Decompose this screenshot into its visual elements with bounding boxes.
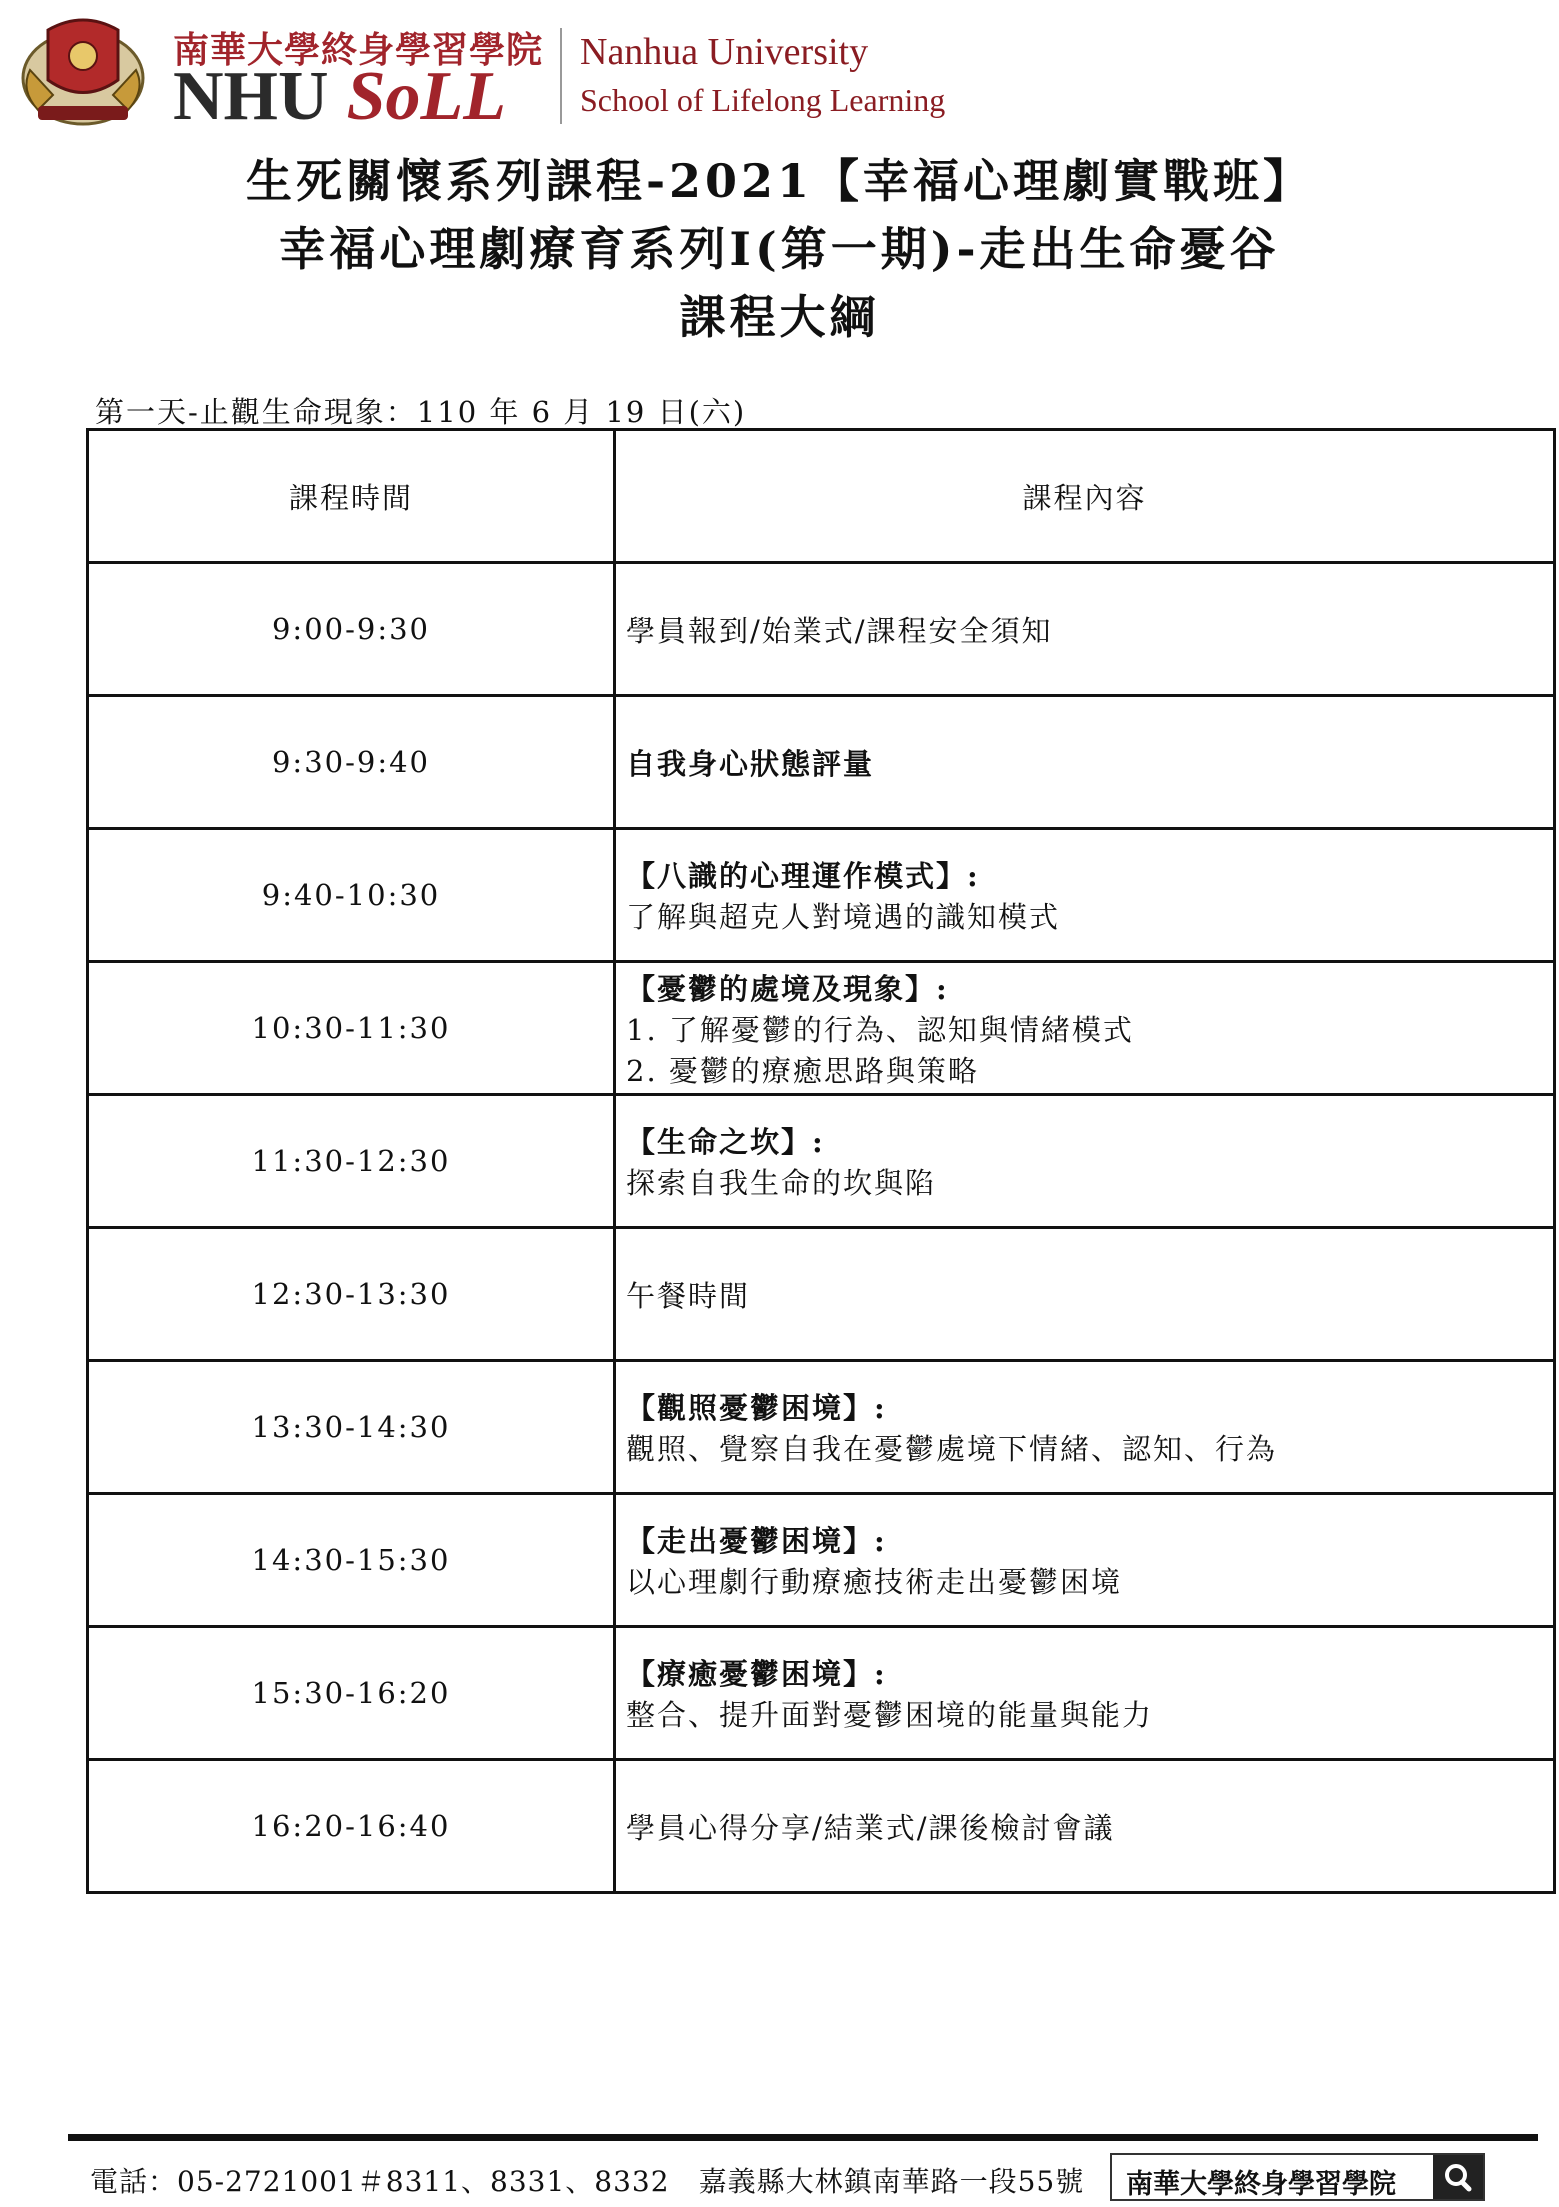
session-topic: 【憂鬱的處境及現象】:	[626, 971, 949, 1006]
session-topic: 【療癒憂鬱困境】:	[626, 1657, 887, 1691]
session-description: 午餐時間	[626, 1278, 751, 1313]
session-description: 學員報到/始業式/課程安全須知	[626, 613, 1053, 648]
session-description: 探索自我生命的坎與陷	[626, 1166, 937, 1200]
university-english-name: Nanhua University	[580, 31, 869, 73]
session-time: 12:30-13:30	[88, 1228, 615, 1361]
session-description: 1. 了解憂鬱的行為、認知與情緒模式	[626, 1012, 1134, 1047]
session-time: 9:30-9:40	[88, 696, 615, 829]
session-time: 16:20-16:40	[88, 1760, 615, 1893]
header-divider	[560, 28, 562, 124]
session-topic: 【生命之坎】:	[626, 1125, 825, 1159]
university-seal-icon	[8, 10, 158, 130]
table-row	[88, 1228, 1555, 1361]
table-row	[88, 1760, 1555, 1893]
session-content	[615, 563, 1555, 696]
session-content	[615, 1760, 1555, 1893]
session-content	[615, 1494, 1555, 1627]
table-row	[88, 829, 1555, 962]
session-description: 以心理劇行動療癒技術走出憂鬱困境	[626, 1565, 1123, 1599]
session-time: 15:30-16:20	[88, 1627, 615, 1760]
session-content	[615, 1095, 1555, 1228]
session-description: 觀照、覺察自我在憂鬱處境下情緒、認知、行為	[626, 1432, 1278, 1466]
title-line-2: 幸福心理劇療育系列Ⅰ(第一期)-走出生命憂谷	[279, 222, 1280, 276]
magnifier-icon	[1433, 2155, 1483, 2199]
schedule-table	[86, 428, 1556, 1894]
session-description: 2. 憂鬱的療癒思路與策略	[626, 1053, 979, 1088]
school-chinese-name: 南華大學終身學習學院	[173, 30, 544, 71]
table-row	[88, 563, 1555, 696]
session-time: 10:30-11:30	[88, 962, 615, 1095]
session-topic: 自我身心狀態評量	[626, 746, 875, 781]
table-row	[88, 696, 1555, 829]
table-row	[88, 1361, 1555, 1494]
session-time: 9:00-9:30	[88, 563, 615, 696]
session-time: 13:30-14:30	[88, 1361, 615, 1494]
footer-rule	[68, 2134, 1538, 2141]
session-content	[615, 1627, 1555, 1760]
session-time: 11:30-12:30	[88, 1095, 615, 1228]
session-content	[615, 829, 1555, 962]
table-header-row	[88, 430, 1555, 563]
session-description: 了解與超克人對境遇的識知模式	[626, 900, 1061, 934]
table-row	[88, 1095, 1555, 1228]
session-topic: 【走出憂鬱困境】:	[626, 1524, 887, 1558]
table-row	[88, 1627, 1555, 1760]
session-time: 14:30-15:30	[88, 1494, 615, 1627]
school-english-name: School of Lifelong Learning	[580, 82, 946, 118]
search-box[interactable]	[1110, 2153, 1485, 2201]
session-topic: 【八識的心理運作模式】:	[626, 859, 980, 893]
header-content: 課程內容	[615, 430, 1555, 563]
search-box-text: 南華大學終身學習學院	[1126, 2169, 1396, 2200]
table-row	[88, 962, 1555, 1095]
session-content	[615, 696, 1555, 829]
brand-logo-text	[173, 58, 507, 135]
header-time: 課程時間	[88, 430, 615, 563]
search-button[interactable]	[1433, 2155, 1483, 2199]
session-content	[615, 1228, 1555, 1361]
session-description: 整合、提升面對憂鬱困境的能量與能力	[626, 1698, 1154, 1732]
footer-contact: 電話：05-2721001＃8311、8331、8332 嘉義縣大林鎮南華路一段55號	[90, 2165, 1085, 2198]
session-description: 學員心得分享/結業式/課後檢討會議	[626, 1810, 1115, 1845]
title-line-1: 生死關懷系列課程-2021【幸福心理劇實戰班】	[245, 154, 1314, 208]
session-time: 9:40-10:30	[88, 829, 615, 962]
title-line-3: 課程大綱	[679, 290, 880, 344]
brand-accent: SoLL	[346, 58, 507, 135]
session-content	[615, 962, 1555, 1095]
header	[8, 10, 988, 135]
brand-main: NHU	[173, 58, 329, 135]
session-content	[615, 1361, 1555, 1494]
table-row	[88, 1494, 1555, 1627]
day-label: 第一天-止觀生命現象：110 年 6 月 19 日(六)	[95, 395, 747, 429]
session-topic: 【觀照憂鬱困境】:	[626, 1391, 887, 1425]
